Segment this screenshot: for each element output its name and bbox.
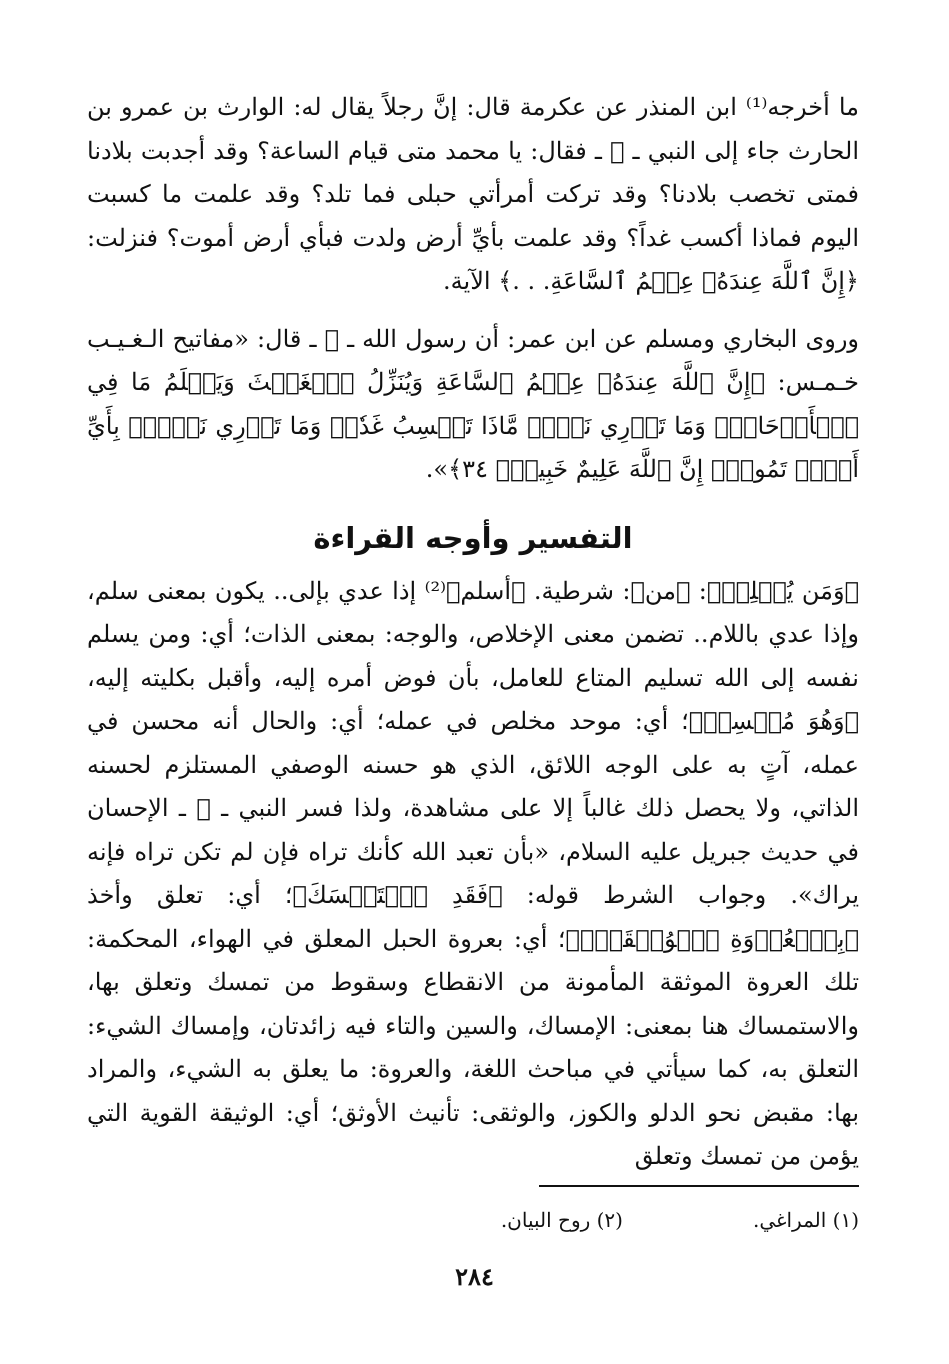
page-number: ٢٨٤ [455,1262,494,1291]
paragraph-2: وروى البخاري ومسلم عن ابن عمر: أن رسول الله ـ ﷺ ـ قال: «مفاتيح الـغـيـب خـمـس: ﴿إِنَّ ٱللَّهَ عِندَهُۥ عِلۡمُ ٱلسَّاعَةِ وَيُنَزِّلُ ٱلۡغَيۡثَ وَيَعۡلَمُ مَا فِي ٱلۡأَرۡحَامِۖ وَمَا تَدۡرِي نَفۡسٞ مَّاذَا تَكۡسِبُ غَدٗاۖ وَمَا تَدۡرِي نَفۡسُۢ بِأَيِّ أَرۡضٖ تَمُوتُۚ إِنَّ ٱللَّهَ عَلِيمٌ خَبِيرُۢ ٣٤﴾». [87,324,860,483]
paragraph-1: ما أخرجه⁽¹⁾ ابن المنذر عن عكرمة قال: إنَّ رجلاً يقال له: الوارث بن عمرو بن الحارث جاء إلى النبي ـ ﷺ ـ فقال: يا محمد متى قيام الساعة؟ وقد أجدبت بلادنا فمتى تخصب بلادنا؟ وقد تركت أمرأتي حبلى فما تلد؟ وقد علمت ما كسبت اليوم فماذا أكسب غداً؟ وقد علمت بأيِّ أرض ولدت فبأي أرض أموت؟ فنزلت: ﴿إِنَّ ٱللَّهَ عِندَهُۥ عِلۡمُ ٱلسَّاعَةِ. . .﴾ الآية. [87,93,859,295]
footnote-2: (٢) روح البيان. [500,1208,623,1232]
page-body [87,86,859,1179]
paragraph-3: ﴿وَمَن يُسۡلِمۡ﴾: ﴿من﴾: شرطية. ﴿أسلم﴾⁽²⁾ إذا عدي بإلى.. يكون بمعنى سلم، وإذا عدي باللام.. تضمن معنى الإخلاص، والوجه: بمعنى الذات؛ أي: ومن يسلم نفسه إلى الله تسليم المتاع للعامل، بأن فوض أمره إليه، وأقبل بكليته إليه، ﴿وَهُوَ مُحۡسِنٞ﴾؛ أي: موحد مخلص في عمله؛ أي: والحال أنه محسن في عمله، آتٍ به على الوجه اللائق، الذي هو حسنه الوصفي المستلزم لحسنه الذاتي، ولا يحصل ذلك غالباً إلا على مشاهدة، ولذا فسر النبي ـ ﷺ ـ الإحسان في حديث جبريل عليه السلام، «بأن تعبد الله كأنك تراه فإن لم تكن تراه فإنه يراك». وجواب الشرط قوله: ﴿فَقَدِ ٱسۡتَمۡسَكَ﴾؛ أي: تعلق وأخذ ﴿بِٱلۡعُرۡوَةِ ٱلۡوُثۡقَىٰۗ﴾؛ أي: بعروة الحبل المعلق في الهواء، المحكمة: تلك العروة الموثقة المأمونة من الانقطاع وسقوط من تمسك وتعلق بها، والاستمساك هنا بمعنى: الإمساك، والسين والتاء فيه زائدتان، وإمساك الشيء: التعلق به، كما سيأتي في مباحث اللغة، والعروة: ما يعلق به الشيء، والمراد بها: مقبض نحو الدلو والكوز، والوثقى: تأنيث الأوثق؛ أي: الوثيقة القوية التي يؤمن من تمسك وتعلق [87,576,859,1170]
footnote-divider [539,1185,859,1187]
footnotes [259,1205,859,1235]
footnote-1: (١) المراغي. [752,1208,859,1232]
section-heading: التفسير وأوجه القراءة [313,520,633,555]
